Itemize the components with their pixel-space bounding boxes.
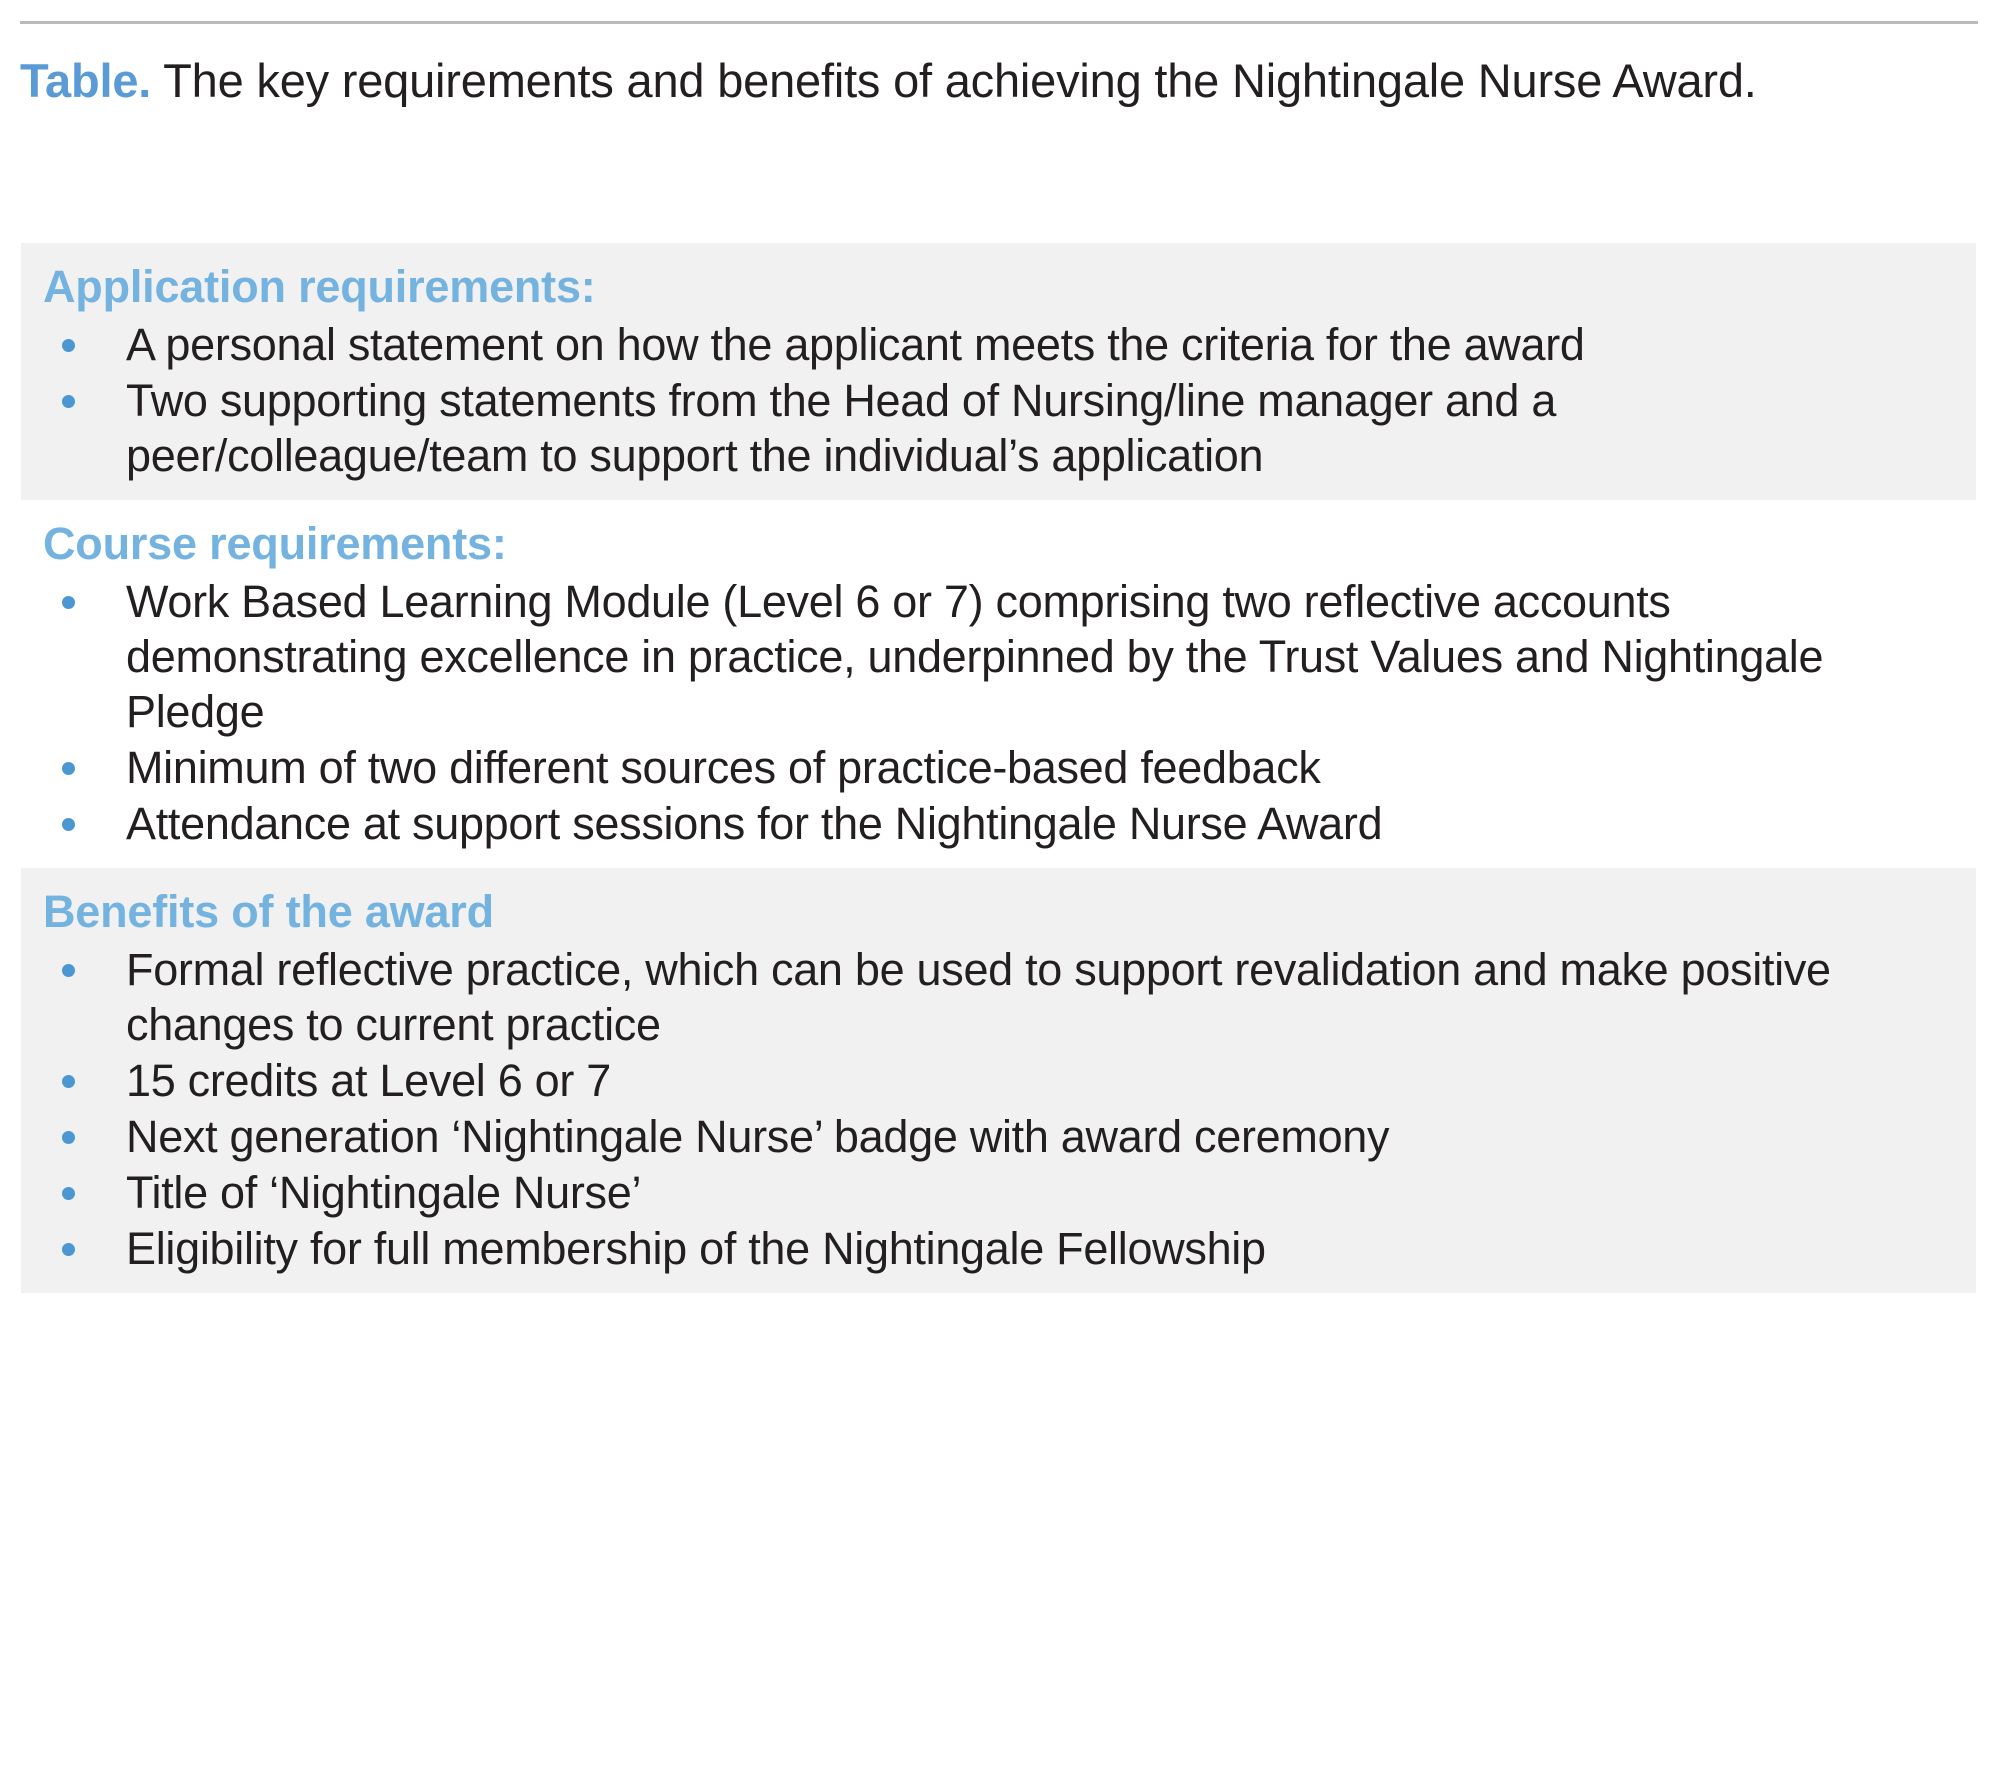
table-section-application-requirements (21, 243, 1976, 500)
list-item-text: A personal statement on how the applicant meets the criteria for the award (126, 319, 1585, 370)
bullet-dot-icon (62, 1075, 75, 1088)
bullet-dot-icon (62, 339, 75, 352)
list-item-text: 15 credits at Level 6 or 7 (126, 1055, 611, 1106)
list-item-text: Eligibility for full membership of the Nightingale Fellowship (126, 1223, 1266, 1274)
section-heading-application-requirements: Application requirements: (43, 261, 596, 312)
section-heading-course-requirements: Course requirements: (43, 518, 507, 569)
table-section-course-requirements (21, 500, 1976, 868)
bullet-dot-icon (62, 596, 75, 609)
list-item (21, 1109, 1976, 1164)
bullet-list-course-requirements (21, 574, 1976, 851)
table-body (21, 243, 1976, 1293)
list-item (21, 942, 1976, 1052)
bullet-dot-icon (62, 818, 75, 831)
table-caption-text: The key requirements and benefits of achieving the Nightingale Nurse Award. (151, 54, 1757, 107)
list-item-text: Two supporting statements from the Head of Nursing/line manager and a peer/colleague/team to support the individual’s application (126, 375, 1557, 481)
list-item-text: Attendance at support sessions for the Nightingale Nurse Award (126, 798, 1383, 849)
top-divider-rule (20, 21, 1978, 24)
section-heading-benefits-of-the-award: Benefits of the award (43, 886, 494, 937)
bullet-dot-icon (62, 1131, 75, 1144)
list-item-text: Work Based Learning Module (Level 6 or 7) comprising two reflective accounts demonstrating excellence in practice, underpinned by the Trust Values and Nightingale Pledge (126, 576, 1824, 737)
list-item-text: Title of ‘Nightingale Nurse’ (126, 1167, 642, 1218)
table-caption (20, 52, 1900, 110)
list-item (21, 796, 1976, 851)
list-item (21, 373, 1976, 483)
list-item-text: Minimum of two different sources of practice-based feedback (126, 742, 1321, 793)
list-item-text: Formal reflective practice, which can be used to support revalidation and make positive changes to current practice (126, 944, 1831, 1050)
bullet-dot-icon (62, 1243, 75, 1256)
bullet-dot-icon (62, 762, 75, 775)
list-item (21, 1221, 1976, 1276)
list-item (21, 317, 1976, 372)
list-item (21, 574, 1976, 739)
bullet-dot-icon (62, 1187, 75, 1200)
table-section-benefits-of-the-award (21, 868, 1976, 1293)
list-item (21, 740, 1976, 795)
list-item (21, 1165, 1976, 1220)
list-item (21, 1053, 1976, 1108)
bullet-dot-icon (62, 395, 75, 408)
table-caption-label: Table. (20, 54, 152, 107)
list-item-text: Next generation ‘Nightingale Nurse’ badge with award ceremony (126, 1111, 1390, 1162)
bullet-list-application-requirements (21, 317, 1976, 483)
bullet-list-benefits-of-the-award (21, 942, 1976, 1276)
bullet-dot-icon (62, 964, 75, 977)
